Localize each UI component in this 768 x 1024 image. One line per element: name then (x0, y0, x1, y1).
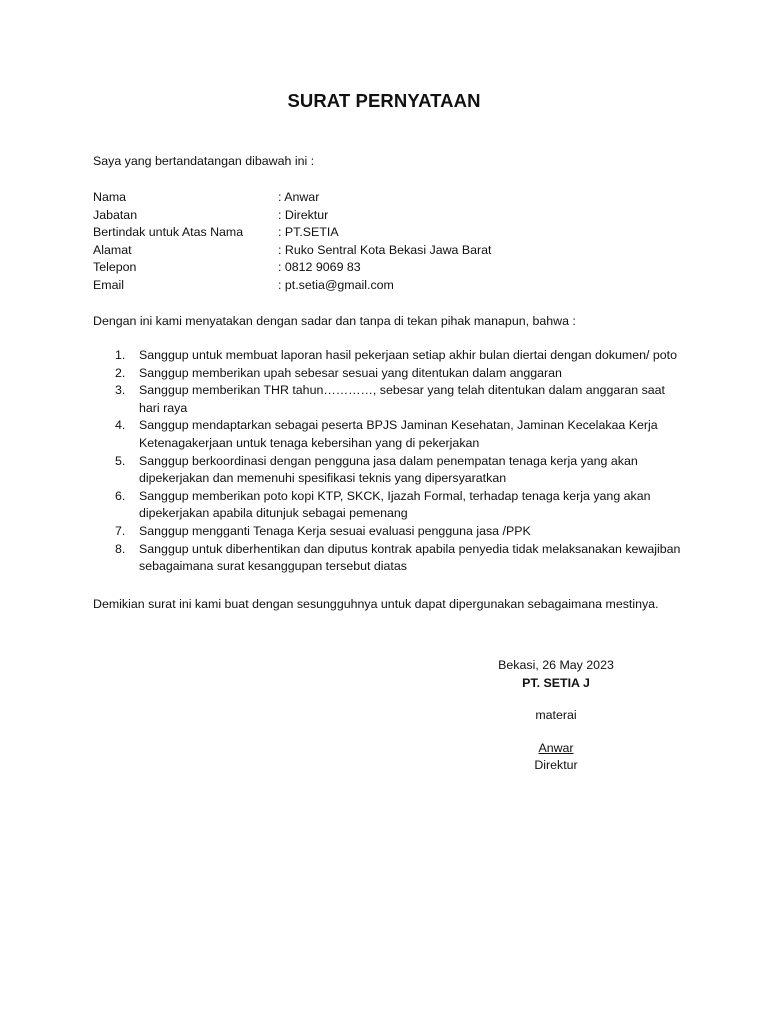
list-item (93, 417, 683, 452)
identity-value: : PT.SETIA (278, 225, 339, 240)
list-item-text: Sanggup memberikan poto kopi KTP, SKCK, Ijazah Formal, terhadap tenaga kerja yang akan dipekerjakan apabila ditunjuk sebagai pemenang (139, 488, 651, 521)
list-item-number: 3. (115, 383, 126, 398)
stamp-label: materai (535, 708, 577, 723)
identity-value: : 0812 9069 83 (278, 260, 361, 275)
identity-label: Jabatan (93, 207, 138, 222)
list-item (93, 523, 683, 541)
list-item-number: 2. (115, 365, 126, 380)
signature-spacer (470, 725, 642, 740)
list-item-number: 8. (115, 541, 126, 556)
identity-value: : Ruko Sentral Kota Bekasi Jawa Barat (278, 242, 492, 257)
identity-row-address (93, 242, 492, 260)
list-item (93, 488, 683, 523)
list-item-text: Sanggup memberikan THR tahun…………, sebesar yang telah ditentukan dalam anggaran saat hari raya (139, 383, 665, 415)
list-item (93, 382, 683, 417)
identity-row-position (93, 207, 492, 225)
list-item (93, 453, 683, 488)
identity-value: : Anwar (278, 190, 320, 204)
commitment-list (93, 347, 683, 576)
list-item-text: Sanggup memberikan upah sebesar sesuai yang ditentukan dalam anggaran (139, 365, 562, 380)
list-item-text: Sanggup untuk diberhentikan dan diputus kontrak apabila penyedia tidak melaksanakan kewajiban sebagaimana surat kesanggupan tersebut diatas (139, 541, 681, 574)
identity-block (93, 189, 492, 295)
identity-label: Bertindak untuk Atas Nama (93, 225, 244, 240)
identity-row-email (93, 277, 492, 295)
identity-label: Nama (93, 190, 127, 204)
list-item-text: Sanggup untuk membuat laporan hasil pekerjaan setiap akhir bulan diertai dengan dokumen/ poto (139, 348, 677, 362)
list-item-number: 7. (115, 523, 126, 538)
list-item-number: 4. (115, 418, 126, 433)
signature-block (470, 657, 642, 775)
list-item-text: Sanggup mengganti Tenaga Kerja sesuai evaluasi pengguna jasa /PPK (139, 523, 531, 538)
list-item-text: Sanggup berkoordinasi dengan pengguna jasa dalam penempatan tenaga kerja yang akan dipekerjakan dan memenuhi spesifikasi teknis yang dipersyaratkan (139, 453, 638, 486)
list-item-number: 6. (115, 488, 126, 503)
signatory-position: Direktur (534, 758, 578, 773)
signature-company: PT. SETIA J (522, 675, 590, 690)
list-item (93, 347, 683, 365)
identity-value: : pt.setia@gmail.com (278, 277, 394, 292)
list-item-number: 1. (115, 348, 126, 362)
list-item (93, 365, 683, 383)
intro-text: Saya yang bertandatangan dibawah ini : (93, 154, 315, 168)
identity-value: : Direktur (278, 207, 329, 222)
identity-row-name (93, 189, 492, 207)
identity-row-company (93, 224, 492, 242)
place-date: Bekasi, 26 May 2023 (498, 658, 614, 672)
list-item-text: Sanggup mendaptarkan sebagai peserta BPJS Jaminan Kesehatan, Jaminan Kecelakaa Kerja Ketenagakerjaan untuk tenaga kebersihan yang di pekerjakan (139, 418, 658, 450)
list-item (93, 541, 683, 576)
identity-label: Alamat (93, 242, 132, 257)
closing-text: Demikian surat ini kami buat dengan sesungguhnya untuk dapat dipergunakan sebagaimana mestinya. (93, 597, 659, 611)
signatory-name: Anwar (538, 740, 574, 755)
page-title: SURAT PERNYATAAN (287, 90, 481, 111)
identity-row-phone (93, 259, 492, 277)
identity-label: Email (93, 277, 124, 292)
statement-text: Dengan ini kami menyatakan dengan sadar dan tanpa di tekan pihak manapun, bahwa : (93, 314, 576, 328)
identity-label: Telepon (93, 260, 137, 275)
signature-spacer (470, 692, 642, 707)
list-item-number: 5. (115, 453, 126, 468)
